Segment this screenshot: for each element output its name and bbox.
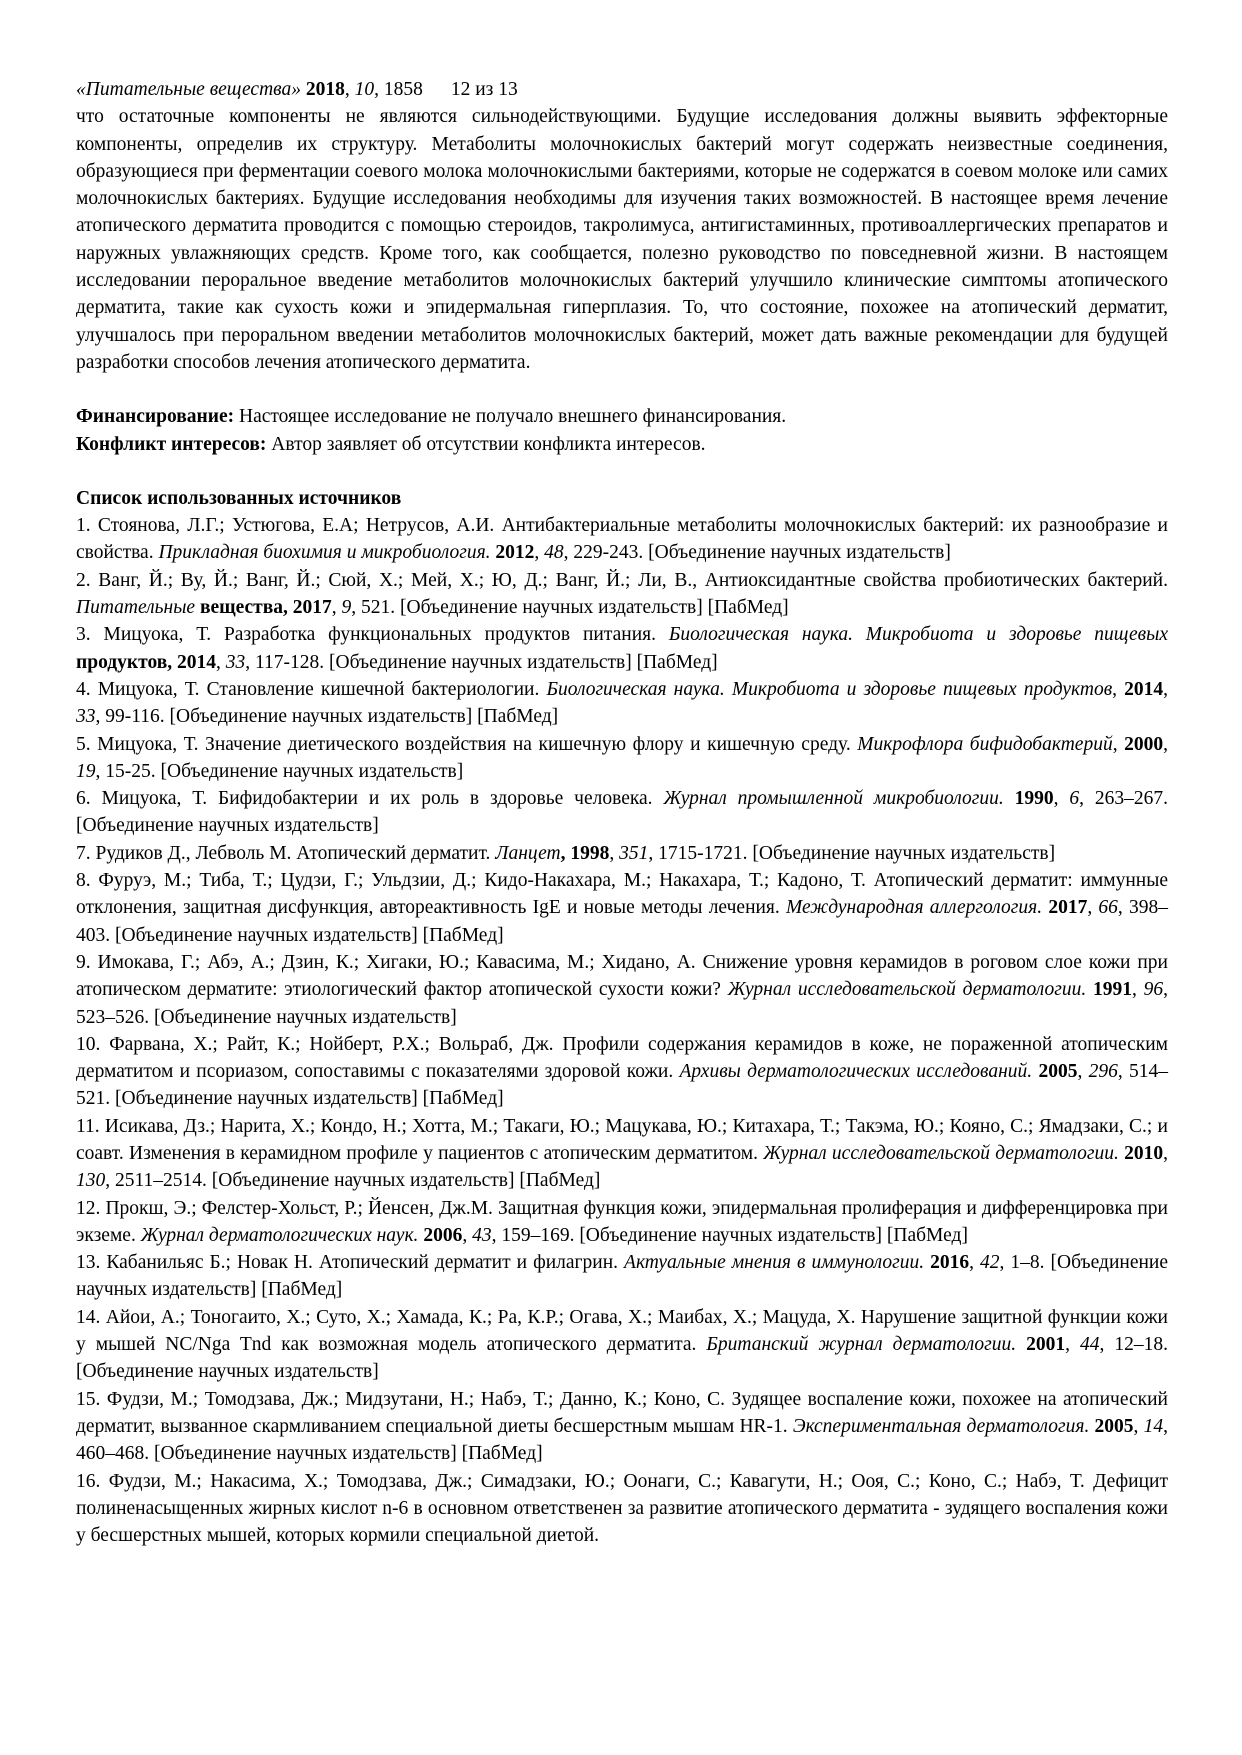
reference-volume: 33 <box>76 706 96 728</box>
reference-volume: 43 <box>472 1224 492 1246</box>
reference-journal: Микрофлора бифидобактерий <box>857 733 1113 755</box>
reference-journal: Журнал исследовательской дерматологии. <box>763 1142 1119 1164</box>
reference-pages: , 159–169. [Объединение научных издательств] [ПабМед] <box>491 1224 968 1246</box>
reference-year: 2010 <box>1124 1142 1164 1164</box>
reference-pages: , 514–521. [Объединение научных издательств] [ПабМед] <box>76 1061 1169 1110</box>
reference-volume: 44 <box>1080 1334 1100 1356</box>
reference-year: 1991 <box>1093 979 1132 1001</box>
reference-authors-title: 16. Фудзи, М.; Накасима, Х.; Томодзава, Дж.; Симадзаки, Ю.; Оонаги, С.; Кавагути, Н.; Ооя, С.; Коно, С.; Набэ, Т. Дефицит полиненасыщенных жирных кислот n-6 в основном ответственен за развитие атопического дерматита - зудящего воспаления кожи у бесшерстных мышей, которых кормили специальной диетой. <box>76 1470 1168 1547</box>
reference-pages: , 263–267. [Объединение научных издательств] <box>76 788 1169 837</box>
reference-journal: Питательные <box>76 597 196 619</box>
reference-journal: Журнал исследовательской дерматологии. <box>727 979 1087 1001</box>
references-title <box>76 485 1168 512</box>
reference-year: 2005 <box>1038 1061 1078 1083</box>
reference-journal: Архивы дерматологических исследований. <box>679 1061 1033 1083</box>
reference-authors-title: 7. Рудиков Д., Лебволь М. Атопический дерматит. <box>76 842 496 864</box>
reference-authors-title: 15. Фудзи, М.; Томодзава, Дж.; Мидзутани, Н.; Набэ, Т.; Данно, К.; Коно, С. Зудящее воспаление кожи, похожее на атопический дерматит, вызванное скармливанием специальной диеты бесшерстным мышам HR-1. <box>76 1388 1168 1437</box>
reference-volume: 66 <box>1098 897 1118 919</box>
reference-journal: Биологическая наука. Микробиота и здоровье пищевых продуктов <box>546 678 1113 700</box>
reference-item: 9. Имокава, Г.; Абэ, А.; Дзин, К.; Хигаки, Ю.; Кавасима, М.; Хидано, А. Снижение уровня керамидов в роговом слое кожи при атопическом дерматите: этиологический фактор атопической сухости кожи? Журнал исследовательской дерматологии. 1991, 96, 523–526. [Объединение научных издательств] <box>76 951 1169 1028</box>
reference-volume: 6 <box>1069 788 1080 810</box>
body-paragraph: что остаточные компоненты не являются сильнодействующими. Будущие исследования должны выявить эффекторные компоненты, определив их структуру. Метаболиты молочнокислых бактерий могут содержать неизвестные соединения, образующиеся при ферментации соевого молока молочнокислыми бактериями, которые не содержатся в соевом молоке или самих молочнокислых бактериях. Будущие исследования необходимы для изучения таких возможностей. В настоящее время лечение атопического дерматита проводится с помощью стероидов, такролимуса, антигистаминных, противоаллергических препаратов и наружных увлажняющих средств. Кроме того, как сообщается, полезно руководство по повседневной жизни. В настоящем исследовании пероральное введение метаболитов молочнокислых бактерий улучшило клинические симптомы атопического дерматита, такие как сухость кожи и эпидермальная гиперплазия. То, что состояние, похожее на атопический дерматит, улучшалось при пероральном введении метаболитов молочнокислых бактерий, может дать важные рекомендации для будущей разработки способов лечения атопического дерматита. <box>76 106 1168 373</box>
reference-authors-title: 13. Кабанильяс Б.; Новак Н. Атопический дерматит и филагрин. <box>76 1252 625 1274</box>
reference-volume: 96 <box>1143 979 1164 1001</box>
conflict-label: Конфликт интересов: <box>76 433 267 455</box>
reference-authors-title: 5. Мицуока, Т. Значение диетического воздействия на кишечную флору и кишечную среду. <box>76 733 858 755</box>
spacer <box>76 458 1168 485</box>
header-article: 1858 <box>383 79 423 100</box>
reference-item: 3. Мицуока, Т. Разработка функциональных продуктов питания. Биологическая наука. Микробиота и здоровье пищевых продуктов, 2014, 33, 117-128. [Объединение научных издательств] [ПабМед] <box>76 624 1168 673</box>
header-volume: 10 <box>354 79 375 100</box>
reference-volume: 42 <box>980 1252 1000 1274</box>
reference-year: 2017 <box>1048 897 1088 919</box>
header-page-number: 12 из 13 <box>450 79 518 100</box>
references-title-text: Список использованных источников <box>76 487 402 509</box>
reference-journal: Актуальные мнения в иммунологии. <box>624 1252 925 1274</box>
reference-journal: Британский журнал дерматологии. <box>706 1334 1017 1356</box>
reference-journal: Журнал дерматологических наук. <box>140 1224 419 1246</box>
reference-item: 4. Мицуока, Т. Становление кишечной бактериологии. Биологическая наука. Микробиота и здоровье пищевых продуктов, 2014, 33, 99-116. [Объединение научных издательств] [ПабМед] <box>76 678 1168 728</box>
reference-item: 13. Кабанильяс Б.; Новак Н. Атопический дерматит и филагрин. Актуальные мнения в иммунологии. 2016, 42, 1–8. [Объединение научных издательств] [ПабМед] <box>76 1252 1168 1301</box>
reference-authors-title: 8. Фуруэ, М.; Тиба, Т.; Цудзи, Г.; Ульдзии, Д.; Кидо-Накахара, М.; Накахара, Т.; Кадоно, Т. Атопический дерматит: иммунные отклонения, защитная дисфункция, автореактивность IgE и новые методы лечения. <box>76 870 1168 919</box>
reference-pages: , 99-116. [Объединение научных издательств] [ПабМед] <box>95 706 559 728</box>
reference-year: 2014 <box>177 651 216 673</box>
header-year: 2018 <box>305 79 345 100</box>
reference-year: 1998 <box>570 842 610 864</box>
reference-journal-cont: продуктов, <box>76 651 173 673</box>
reference-item: 7. Рудиков Д., Лебволь М. Атопический дерматит. Ланцет, 1998, 351, 1715-1721. [Объединение научных издательств] <box>76 842 1056 864</box>
reference-pages: , 117-128. [Объединение научных издательств] [ПабМед] <box>245 651 718 673</box>
reference-pages: , 398–403. [Объединение научных издательств] [ПабМед] <box>76 897 1168 946</box>
reference-year: 2017 <box>292 597 332 619</box>
reference-pages: , 521. [Объединение научных издательств] [ПабМед] <box>351 597 789 619</box>
reference-authors-title: 10. Фарвана, Х.; Райт, К.; Нойберт, Р.Х.; Вольраб, Дж. Профили содержания керамидов в коже, не пораженной атопическим дерматитом и псориазом, сопоставимы с показателями здоровой кожи. <box>76 1033 1168 1083</box>
funding-statement <box>76 403 1168 430</box>
reference-item: 14. Айои, А.; Тоногаито, Х.; Суто, Х.; Хамада, К.; Ра, К.Р.; Огава, Х.; Маибах, Х.; Мацуда, Х. Нарушение защитной функции кожи у мышей NC/Nga Tnd как возможная модель атопического дерматита. Британский журнал дерматологии. 2001, 44, 12–18. [Объединение научных издательств] <box>76 1306 1168 1383</box>
reference-journal: Журнал промышленной микробиологии. <box>663 788 1004 810</box>
funding-label: Финансирование: <box>76 406 235 428</box>
reference-volume: 130 <box>76 1170 106 1192</box>
reference-volume: 9 <box>341 597 352 619</box>
reference-pages: , 1–8. [Объединение научных издательств] [ПабМед] <box>76 1252 1168 1301</box>
reference-authors-title: 14. Айои, А.; Тоногаито, Х.; Суто, Х.; Хамада, К.; Ра, К.Р.; Огава, Х.; Маибах, Х.; Мацуда, Х. Нарушение защитной функции кожи у мышей NC/Nga Tnd как возможная модель атопического дерматита. <box>76 1306 1168 1356</box>
reference-volume: 14 <box>1143 1415 1164 1437</box>
conflict-statement <box>76 431 1168 458</box>
reference-pages: , 12–18. [Объединение научных издательств] <box>76 1334 1168 1383</box>
reference-authors-title: 12. Прокш, Э.; Фелстер-Хольст, Р.; Йенсен, Дж.М. Защитная функция кожи, эпидермальная пролиферация и дифференцировка при экземе. <box>76 1197 1168 1246</box>
reference-pages: , 229-243. [Объединение научных издательств] <box>563 542 951 564</box>
reference-authors-title: 6. Мицуока, Т. Бифидобактерии и их роль в здоровье человека. <box>76 788 664 810</box>
reference-journal: Биологическая наука. Микробиота и здоровье пищевых <box>668 624 1168 646</box>
reference-item <box>76 1468 1168 1550</box>
reference-item: 8. Фуруэ, М.; Тиба, Т.; Цудзи, Г.; Ульдзии, Д.; Кидо-Накахара, М.; Накахара, Т.; Кадоно, Т. Атопический дерматит: иммунные отклонения, защитная дисфункция, автореактивность IgE и новые методы лечения. Международная аллергология. 2017, 66, 398–403. [Объединение научных издательств] [ПабМед] <box>76 870 1168 946</box>
reference-authors-title: 4. Мицуока, Т. Становление кишечной бактериологии. <box>76 678 547 700</box>
reference-authors-title: 11. Исикава, Дз.; Нарита, Х.; Кондо, Н.; Хотта, М.; Такаги, Ю.; Мацукава, Ю.; Китахара, Т.; Такэма, Ю.; Кояно, С.; Ямадзаки, С.; и соавт. Изменения в керамидном профиле у пациентов с атопическим дерматитом. <box>76 1115 1168 1164</box>
page-content <box>76 76 1168 1549</box>
reference-journal: Международная аллергология. <box>786 897 1043 919</box>
reference-pages: , 2511–2514. [Объединение научных издательств] [ПабМед] <box>105 1170 601 1192</box>
reference-volume: 351 <box>619 842 649 864</box>
reference-journal: Экспериментальная дерматология. <box>792 1415 1090 1437</box>
reference-year: 2014 <box>1124 678 1164 700</box>
reference-item: 15. Фудзи, М.; Томодзава, Дж.; Мидзутани, Н.; Набэ, Т.; Данно, К.; Коно, С. Зудящее воспаление кожи, похожее на атопический дерматит, вызванное скармливанием специальной диеты бесшерстным мышам HR-1. Экспериментальная дерматология. 2005, 14, 460–468. [Объединение научных издательств] [ПабМед] <box>76 1388 1168 1465</box>
reference-year: 2001 <box>1026 1334 1066 1356</box>
reference-list <box>76 512 1168 1549</box>
reference-volume: 296 <box>1088 1061 1118 1083</box>
reference-volume: 33 <box>225 651 246 673</box>
reference-pages: , 1715-1721. [Объединение научных издательств] <box>648 842 1056 864</box>
reference-authors-title: 3. Мицуока, Т. Разработка функциональных продуктов питания. <box>76 624 669 646</box>
reference-journal: Ланцет <box>495 842 561 864</box>
reference-year: 2000 <box>1124 733 1164 755</box>
reference-item: 6. Мицуока, Т. Бифидобактерии и их роль в здоровье человека. Журнал промышленной микробиологии. 1990, 6, 263–267. [Объединение научных издательств] <box>76 788 1169 837</box>
reference-journal-cont: вещества, <box>195 597 288 619</box>
reference-pages: , 460–468. [Объединение научных издательств] [ПабМед] <box>76 1415 1168 1465</box>
reference-authors-title: 1. Стоянова, Л.Г.; Устюгова, Е.А; Нетрусов, А.И. Антибактериальные метаболиты молочнокислых бактерий: их разнообразие и свойства. <box>76 515 1168 564</box>
running-header: «Питательные вещества» 2018, 10, 1858 12 из 13 <box>76 79 518 100</box>
reference-item: 10. Фарвана, Х.; Райт, К.; Нойберт, Р.Х.; Вольраб, Дж. Профили содержания керамидов в коже, не пораженной атопическим дерматитом и псориазом, сопоставимы с показателями здоровой кожи. Архивы дерматологических исследований. 2005, 296, 514–521. [Объединение научных издательств] [ПабМед] <box>76 1033 1169 1110</box>
reference-year: 2006 <box>423 1224 463 1246</box>
header-journal: «Питательные вещества» <box>76 79 301 100</box>
reference-year: 2016 <box>930 1252 970 1274</box>
reference-item: 1. Стоянова, Л.Г.; Устюгова, Е.А; Нетрусов, А.И. Антибактериальные метаболиты молочнокислых бактерий: их разнообразие и свойства. Прикладная биохимия и микробиология. 2012, 48, 229-243. [Объединение научных издательств] <box>76 515 1168 564</box>
reference-item: 5. Мицуока, Т. Значение диетического воздействия на кишечную флору и кишечную среду. Микрофлора бифидобактерий, 2000, 19, 15-25. [Объединение научных издательств] <box>76 733 1169 782</box>
conflict-text: Автор заявляет об отсутствии конфликта интересов. <box>266 433 706 455</box>
reference-pages: , 523–526. [Объединение научных издательств] <box>76 979 1169 1028</box>
reference-year: 2005 <box>1094 1415 1134 1437</box>
reference-year: 1990 <box>1014 788 1054 810</box>
reference-authors-title: 2. Ванг, Й.; Ву, Й.; Ванг, Й.; Сюй, Х.; Мей, Х.; Ю, Д.; Ванг, Й.; Ли, В., Антиоксидантные свойства пробиотических бактерий. <box>76 569 1168 591</box>
reference-year: 2012 <box>495 542 535 564</box>
reference-volume: 48 <box>544 542 564 564</box>
reference-journal: Прикладная биохимия и микробиология. <box>158 542 491 564</box>
reference-item: 12. Прокш, Э.; Фелстер-Хольст, Р.; Йенсен, Дж.М. Защитная функция кожи, эпидермальная пролиферация и дифференцировка при экземе. Журнал дерматологических наук. 2006, 43, 159–169. [Объединение научных издательств] [ПабМед] <box>76 1197 1168 1246</box>
reference-item: 11. Исикава, Дз.; Нарита, Х.; Кондо, Н.; Хотта, М.; Такаги, Ю.; Мацукава, Ю.; Китахара, Т.; Такэма, Ю.; Кояно, С.; Ямадзаки, С.; и соавт. Изменения в керамидном профиле у пациентов с атопическим дерматитом. Журнал исследовательской дерматологии. 2010, 130, 2511–2514. [Объединение научных издательств] [ПабМед] <box>76 1115 1169 1192</box>
reference-volume: 19 <box>76 760 96 782</box>
reference-item: 2. Ванг, Й.; Ву, Й.; Ванг, Й.; Сюй, Х.; Мей, Х.; Ю, Д.; Ванг, Й.; Ли, В., Антиоксидантные свойства пробиотических бактерий. Питательные вещества, 2017, 9, 521. [Объединение научных издательств] [ПабМед] <box>76 569 1168 619</box>
funding-text: Настоящее исследование не получало внешнего финансирования. <box>234 406 787 428</box>
reference-authors-title: 9. Имокава, Г.; Абэ, А.; Дзин, К.; Хигаки, Ю.; Кавасима, М.; Хидано, А. Снижение уровня керамидов в роговом слое кожи при атопическом дерматите: этиологический фактор атопической сухости кожи? <box>76 951 1168 1001</box>
reference-pages: , 15-25. [Объединение научных издательств] <box>95 760 464 782</box>
spacer <box>76 376 1168 403</box>
